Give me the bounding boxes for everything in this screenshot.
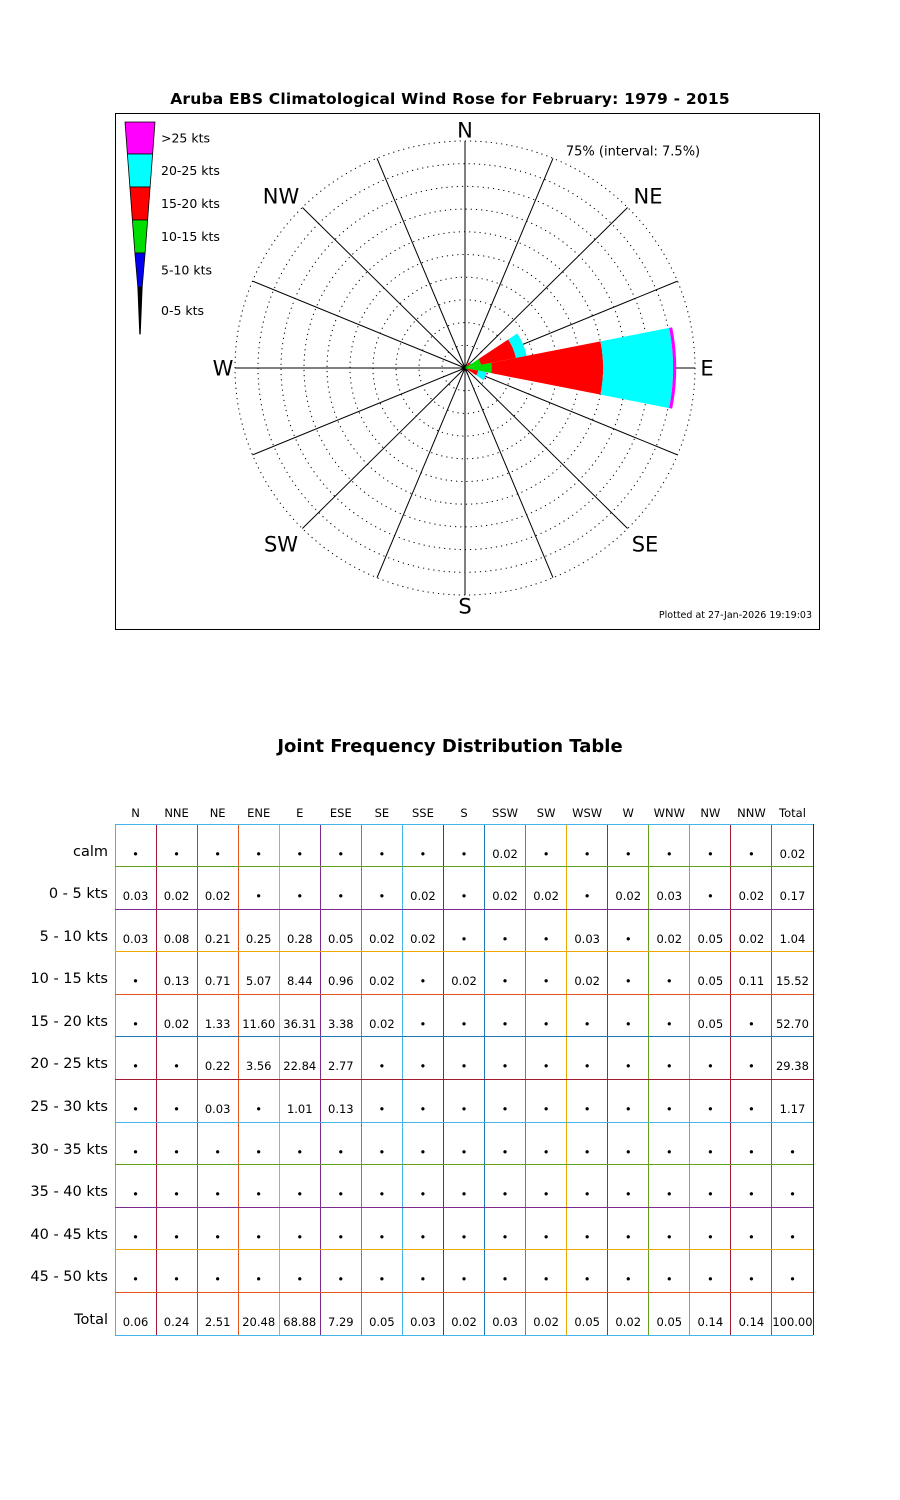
table-cell: • [706,1059,714,1074]
legend-label: 0-5 kts [161,303,205,318]
table-cell: 0.96 [328,974,354,989]
table-cell: 1.04 [779,931,806,946]
col-header-ESE: ESE [329,806,352,820]
table-cell: • [337,1272,345,1287]
table-cell: • [337,1144,345,1159]
table-cell: 0.03 [204,1102,231,1117]
legend-label: 15-20 kts [161,196,220,211]
table-cell: 0.02 [369,974,395,989]
table-hline [115,1079,813,1080]
table-cell: • [296,1229,304,1244]
row-label: 30 - 35 kts [30,1141,108,1158]
rose-spoke [302,368,465,529]
col-header-SSW: SSW [492,806,519,820]
table-cell: • [501,1229,509,1244]
table-cell: 0.17 [779,889,806,904]
table-cell: 8.44 [286,974,313,989]
table-cell: • [132,1144,139,1159]
table-cell: • [665,846,673,861]
col-header-SE: SE [374,806,390,820]
table-cell: • [255,846,263,861]
table-cell: • [665,1187,673,1202]
table-cell: • [255,1187,263,1202]
table-cell: 3.38 [328,1016,354,1031]
table-cell: • [378,1059,386,1074]
table-cell: 0.03 [574,931,600,946]
table-cell: • [173,846,180,861]
table-cell: 0.02 [410,889,436,904]
table-hline [115,824,813,825]
table-cell: • [419,974,427,989]
table-cell: • [748,1229,755,1244]
direction-label-sw: SW [263,532,299,557]
table-cell: 0.05 [369,1314,395,1329]
table-cell: • [624,1016,632,1031]
table-cell: 0.05 [697,1016,724,1031]
rose-spoke [377,368,465,578]
table-cell: • [460,1144,468,1159]
table-cell: • [665,1102,673,1117]
table-cell: • [542,1059,550,1074]
table-hline [115,1164,813,1165]
table-cell: • [748,846,755,861]
table-hline [115,866,813,867]
table-cell: • [378,1187,386,1202]
table-cell: • [583,846,591,861]
table-cell: • [419,1187,427,1202]
col-header-Total: Total [779,806,806,820]
table-cell: • [296,1187,304,1202]
table-cell: 0.11 [738,974,765,989]
table-cell: • [419,1102,427,1117]
table-cell: • [337,889,345,904]
row-label: 20 - 25 kts [30,1056,108,1073]
table-cell: 0.02 [163,889,190,904]
table-cell: • [419,1229,427,1244]
table-cell: • [748,1272,755,1287]
row-label: 15 - 20 kts [30,1013,108,1030]
table-cell: 0.02 [615,1314,642,1329]
legend-label: 5-10 kts [161,262,212,278]
table-cell: • [542,1187,550,1202]
col-header-NNE: NNE [164,806,189,820]
table-cell: 0.28 [286,931,313,946]
table-cell: • [460,1102,468,1117]
legend-label: 10-15 kts [161,229,220,244]
table-cell: • [132,974,139,989]
table-cell: 0.24 [163,1314,190,1329]
table-cell: • [296,1272,304,1287]
table-cell: 5.07 [245,974,272,989]
row-label: 25 - 30 kts [30,1099,108,1116]
table-cell: • [501,1102,509,1117]
table-cell: • [624,974,632,989]
table-cell: • [583,1272,591,1287]
legend-swatch [138,287,142,334]
table-hline [115,1122,813,1123]
table-cell: • [337,1229,345,1244]
windrose-title: Aruba EBS Climatological Wind Rose for February: 1979 - 2015 [170,90,730,108]
table-cell: 0.02 [451,1314,477,1329]
table-cell: • [624,1059,632,1074]
table-cell: 0.02 [451,974,477,989]
table-cell: • [378,1229,386,1244]
table-cell: • [419,1272,427,1287]
table-cell: • [583,1016,591,1031]
table-cell: • [748,1187,755,1202]
table-cell: • [419,846,427,861]
row-label: 5 - 10 kts [39,928,108,945]
table-cell: • [706,1272,714,1287]
row-label: 45 - 50 kts [30,1269,108,1286]
table-cell: • [706,1187,714,1202]
table-cell: • [583,1059,591,1074]
table-cell: 11.60 [242,1016,276,1031]
table-cell: • [173,1059,180,1074]
col-header-S: S [460,806,468,820]
col-header-N: N [131,806,140,820]
table-cell: • [460,889,468,904]
table-cell: • [748,1144,755,1159]
table-cell: • [501,974,509,989]
table-cell: • [214,1229,222,1244]
table-cell: • [583,1229,591,1244]
col-header-NNW: NNW [737,806,766,820]
row-label: 40 - 45 kts [30,1226,108,1243]
table-cell: • [706,1102,714,1117]
table-cell: 0.02 [615,889,642,904]
table-cell: • [132,1059,139,1074]
table-cell: • [583,889,591,904]
plotted-at-note: Plotted at 27-Jan-2026 19:19:03 [658,610,812,621]
table-cell: 2.51 [204,1314,231,1329]
col-header-SSE: SSE [411,806,434,820]
table-cell: 68.88 [283,1314,317,1329]
table-hline [115,994,813,995]
legend-label: 20-25 kts [161,163,220,178]
col-header-NW: NW [700,806,721,820]
table-cell: 20.48 [242,1314,276,1329]
table-cell: 1.01 [286,1102,313,1117]
table-cell: 29.38 [775,1059,809,1074]
table-cell: • [255,1272,263,1287]
table-cell: • [789,1187,796,1202]
table-hline [115,1249,813,1250]
table-cell: • [665,974,673,989]
table-cell: 0.02 [492,889,518,904]
table-cell: 0.13 [163,974,190,989]
row-label: calm [72,843,108,860]
table-cell: 100.00 [772,1314,813,1329]
table-cell: • [378,1102,386,1117]
table-cell: • [665,1059,673,1074]
table-cell: • [624,846,632,861]
table-cell: • [583,1102,591,1117]
table-cell: 2.77 [328,1059,354,1074]
table-cell: 0.13 [328,1102,354,1117]
table-cell: • [296,1144,304,1159]
table-hline [115,1335,813,1336]
table-cell: • [378,1144,386,1159]
table-cell: 0.21 [204,931,231,946]
table-cell: • [624,1229,632,1244]
table-cell: • [132,1102,139,1117]
direction-label-se: SE [631,532,659,557]
table-cell: • [460,1016,468,1031]
table-vline [402,824,403,1335]
legend-swatch [130,187,150,220]
table-cell: • [214,1187,222,1202]
table-cell: • [501,1144,509,1159]
table-cell: 0.08 [163,931,190,946]
table-cell: • [665,1229,673,1244]
table-vline [607,824,608,1335]
rose-spoke [253,281,466,368]
table-cell: • [501,1016,509,1031]
table-cell: • [214,1272,222,1287]
direction-label-ne: NE [633,184,663,209]
table-cell: • [255,1102,263,1117]
table-cell: 0.14 [738,1314,765,1329]
table-cell: 0.03 [122,931,149,946]
table-cell: 7.29 [328,1314,354,1329]
table-cell: 3.56 [245,1059,272,1074]
table-vline [361,824,362,1335]
direction-label-w: W [212,356,234,381]
table-cell: • [706,1144,714,1159]
table-cell: • [748,1102,755,1117]
table-cell: • [132,1229,139,1244]
table-hline [115,951,813,952]
table-cell: 0.02 [779,846,806,861]
table-cell: • [542,974,550,989]
table-cell: • [501,1187,509,1202]
table-cell: 0.02 [410,931,436,946]
table-cell: • [378,889,386,904]
rose-spoke [302,208,465,369]
table-cell: • [214,1144,222,1159]
table-cell: • [706,889,714,904]
table-cell: 0.05 [574,1314,600,1329]
table-cell: • [501,1059,509,1074]
table-cell: • [583,1187,591,1202]
table-cell: 0.05 [697,931,724,946]
table-cell: 0.02 [533,889,559,904]
table-vline [115,824,116,1335]
table-cell: 0.25 [245,931,272,946]
table-cell: • [624,1272,632,1287]
table-cell: 52.70 [775,1016,809,1031]
table-cell: • [748,1016,755,1031]
table-cell: • [542,846,550,861]
rose-spoke [253,368,466,455]
table-cell: 0.06 [122,1314,149,1329]
rose-petal-E [600,328,673,408]
table-cell: • [501,931,509,946]
direction-label-n: N [457,118,473,143]
table-cell: • [665,1144,673,1159]
table-cell: • [706,846,714,861]
table-cell: • [255,1229,263,1244]
table-cell: • [132,1016,139,1031]
table-cell: • [542,1144,550,1159]
table-vline [566,824,567,1335]
table-cell: • [460,931,468,946]
table-vline [320,824,321,1335]
table-vline [689,824,690,1335]
table-cell: • [460,1187,468,1202]
table-vline [484,824,485,1335]
col-header-ENE: ENE [247,806,271,820]
col-header-NE: NE [209,806,226,820]
table-cell: • [255,889,263,904]
table-cell: • [501,1272,509,1287]
table-cell: • [542,1016,550,1031]
rose-spoke [465,158,553,368]
table-cell: • [173,1102,180,1117]
table-cell: • [789,1272,796,1287]
table-cell: 0.02 [738,889,765,904]
table-cell: 1.17 [779,1102,806,1117]
table-vline [813,824,814,1335]
table-cell: • [173,1229,180,1244]
legend-label: >25 kts [161,130,211,146]
table-cell: 15.52 [775,974,809,989]
table-cell: • [132,1272,139,1287]
table-cell: • [789,1144,796,1159]
table-cell: 0.14 [697,1314,724,1329]
table-cell: • [624,1102,632,1117]
legend-swatch [125,122,155,154]
table-cell: • [296,889,304,904]
table-cell: • [460,1229,468,1244]
table-cell: 0.71 [204,974,231,989]
table-vline [730,824,731,1335]
table-cell: • [214,846,222,861]
table-cell: • [132,1187,139,1202]
table-cell: • [337,846,345,861]
row-label: 0 - 5 kts [48,886,108,903]
table-cell: 0.02 [574,974,600,989]
table-cell: • [460,846,468,861]
table-hline [115,1207,813,1208]
table-hline [115,1036,813,1037]
table-cell: • [337,1187,345,1202]
col-header-WSW: WSW [572,806,603,820]
table-cell: • [624,931,632,946]
table-cell: • [460,1059,468,1074]
table-cell: • [665,1016,673,1031]
table-cell: • [542,1229,550,1244]
row-label: 10 - 15 kts [30,971,108,988]
table-cell: 0.02 [656,931,683,946]
table-vline [443,824,444,1335]
table-cell: • [419,1016,427,1031]
table-cell: • [173,1272,180,1287]
legend-swatch [132,220,147,253]
col-header-W: W [622,806,634,820]
row-label: 35 - 40 kts [30,1184,108,1201]
table-cell: • [624,1144,632,1159]
direction-label-s: S [458,594,472,619]
table-cell: • [665,1272,673,1287]
table-cell: • [419,1144,427,1159]
rose-spoke [465,368,553,578]
table-vline [238,824,239,1335]
table-cell: • [789,1229,796,1244]
table-vline [648,824,649,1335]
table-cell: 0.02 [204,889,231,904]
table-cell: • [378,1272,386,1287]
direction-label-nw: NW [262,184,300,209]
table-cell: • [542,1102,550,1117]
table-vline [156,824,157,1335]
table-hline [115,909,813,910]
table-cell: 22.84 [283,1059,317,1074]
table-cell: 0.02 [492,846,518,861]
table-cell: • [132,846,139,861]
legend-swatch [127,154,152,187]
table-vline [279,824,280,1335]
direction-label-e: E [700,356,714,381]
table-cell: 0.03 [492,1314,518,1329]
table-cell: 0.22 [204,1059,231,1074]
table-cell: • [460,1272,468,1287]
table-cell: 0.05 [697,974,724,989]
table-cell: 36.31 [283,1016,317,1031]
table-cell: • [542,931,550,946]
col-header-E: E [296,806,304,820]
table-cell: 0.02 [369,1016,395,1031]
table-cell: • [748,1059,755,1074]
col-header-SW: SW [536,806,556,820]
row-label: Total [74,1311,108,1328]
table-cell: 0.05 [656,1314,683,1329]
table-cell: 1.33 [204,1016,231,1031]
table-vline [525,824,526,1335]
table-cell: • [255,1144,263,1159]
table-cell: • [706,1229,714,1244]
table-cell: 0.03 [410,1314,436,1329]
table-cell: 0.05 [328,931,354,946]
table-cell: • [542,1272,550,1287]
table-cell: 0.02 [738,931,765,946]
legend-swatch [135,253,145,287]
table-cell: 0.03 [122,889,149,904]
table-vline [197,824,198,1335]
col-header-WNW: WNW [653,806,685,820]
rose-spoke [377,158,465,368]
table-cell: 0.02 [533,1314,559,1329]
jfd-table-title: Joint Frequency Distribution Table [277,736,623,757]
radial-scale-label: 75% (interval: 7.5%) [565,144,701,160]
table-cell: • [296,846,304,861]
table-cell: 0.03 [656,889,683,904]
table-vline [771,824,772,1335]
table-cell: • [624,1187,632,1202]
table-cell: 0.02 [163,1016,190,1031]
table-cell: • [419,1059,427,1074]
table-cell: • [583,1144,591,1159]
table-cell: 0.02 [369,931,395,946]
table-cell: • [173,1144,180,1159]
table-cell: • [173,1187,180,1202]
table-cell: • [378,846,386,861]
table-hline [115,1292,813,1293]
